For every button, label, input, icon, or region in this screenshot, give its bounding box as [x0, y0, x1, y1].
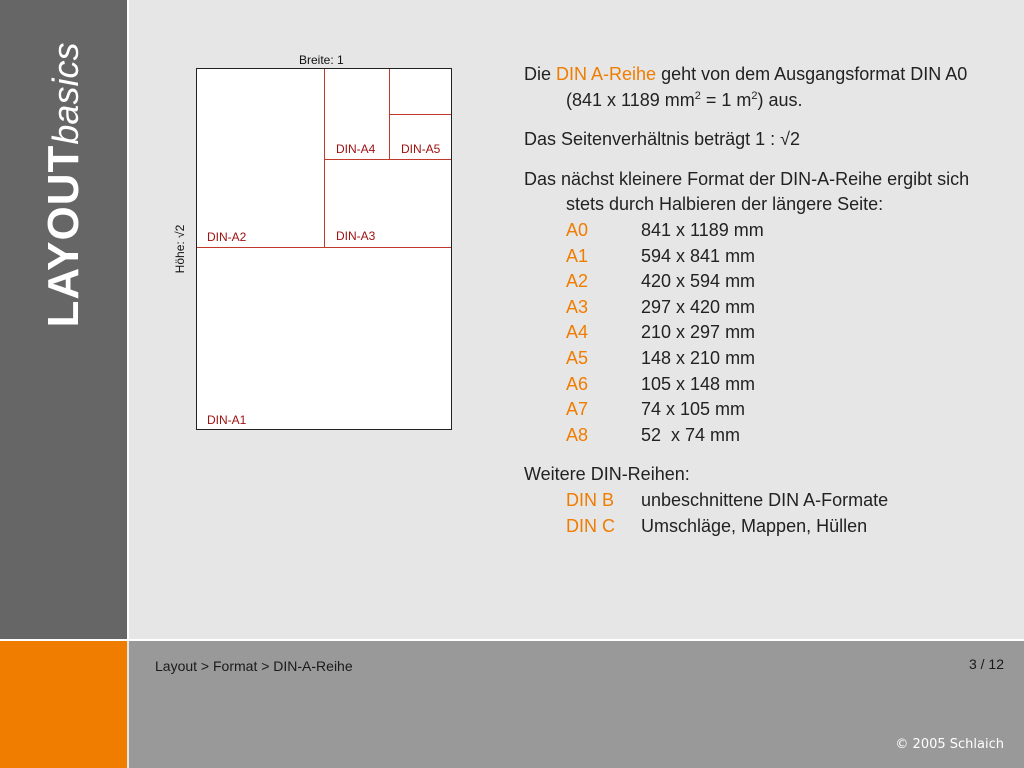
format-size: 74 x 105 mm	[641, 399, 746, 420]
label-din-a1: DIN-A1	[207, 413, 247, 427]
paragraph-halving: Das nächst kleinere Format der DIN-A-Reihe ergibt sich stets durch Halbieren der längere Seite:	[524, 168, 970, 215]
series-desc: unbeschnittene DIN A-Formate	[641, 489, 889, 510]
series-desc: Umschläge, Mappen, Hüllen	[641, 515, 868, 536]
copyright: © 2005 Schlaich	[895, 737, 1004, 752]
intro-sup1: 2	[694, 89, 701, 102]
format-row	[524, 423, 994, 449]
label-din-a4: DIN-A4	[336, 142, 376, 156]
diagram-width-label: Breite: 1	[299, 53, 344, 67]
format-name: A2	[566, 271, 589, 292]
format-row	[524, 244, 994, 270]
diagram-height-label: Höhe: √2	[173, 224, 187, 274]
series-row	[524, 488, 994, 514]
format-size: 420 x 594 mm	[641, 271, 756, 292]
format-size: 105 x 148 mm	[641, 373, 756, 394]
din-format-diagram	[196, 68, 452, 430]
format-row	[524, 269, 994, 295]
format-list	[524, 218, 994, 448]
intro-accent: DIN A-Reihe	[556, 64, 657, 84]
format-name: A4	[566, 322, 589, 343]
breadcrumb[interactable]: Layout > Format > DIN-A-Reihe	[155, 658, 353, 674]
format-size: 297 x 420 mm	[641, 296, 756, 317]
format-name: A3	[566, 296, 589, 317]
brand-strong-text: LAYOUT	[39, 144, 88, 328]
intro-mid2: = 1 m	[700, 89, 752, 110]
split-a5-a6	[389, 114, 451, 115]
page-counter: 3 / 12	[968, 656, 1004, 672]
format-row	[524, 218, 994, 244]
intro-mid: geht von dem Ausgangsformat DIN A0 (841 x 1189 mm	[566, 64, 968, 110]
format-row	[524, 346, 994, 372]
series-block	[524, 462, 994, 539]
paragraph-intro	[524, 62, 994, 113]
series-name: DIN B	[566, 489, 615, 510]
label-din-a2: DIN-A2	[207, 230, 247, 244]
brand-em-text: basics	[45, 42, 86, 145]
footer	[129, 641, 1024, 768]
brand-logo	[39, 42, 88, 328]
format-size: 148 x 210 mm	[641, 347, 756, 368]
format-name: A5	[566, 347, 589, 368]
intro-post: ) aus.	[757, 89, 803, 110]
format-size: 52 x 74 mm	[641, 424, 741, 445]
format-name: A7	[566, 399, 589, 420]
intro-pre: Die	[524, 64, 557, 84]
paragraph-more-series: Weitere DIN-Reihen:	[524, 464, 690, 485]
format-row	[524, 295, 994, 321]
split-a3-a4	[324, 159, 451, 160]
footer-accent-block	[0, 641, 127, 768]
intro-sup2: 2	[751, 89, 758, 102]
format-size: 594 x 841 mm	[641, 245, 756, 266]
format-row	[524, 397, 994, 423]
paragraph-ratio: Das Seitenverhältnis beträgt 1 : √2	[524, 129, 801, 150]
format-row	[524, 320, 994, 346]
label-din-a5: DIN-A5	[401, 142, 441, 156]
sidebar	[0, 0, 129, 640]
series-list	[524, 488, 994, 539]
format-name: A0	[566, 219, 589, 240]
content-text	[524, 62, 994, 539]
formats-block	[524, 167, 994, 449]
series-name: DIN C	[566, 515, 615, 536]
format-size: 841 x 1189 mm	[641, 219, 764, 240]
format-name: A1	[566, 245, 589, 266]
series-row	[524, 514, 994, 540]
format-name: A6	[566, 373, 589, 394]
format-size: 210 x 297 mm	[641, 322, 756, 343]
format-row	[524, 372, 994, 398]
format-name: A8	[566, 424, 589, 445]
label-din-a3: DIN-A3	[336, 229, 376, 243]
